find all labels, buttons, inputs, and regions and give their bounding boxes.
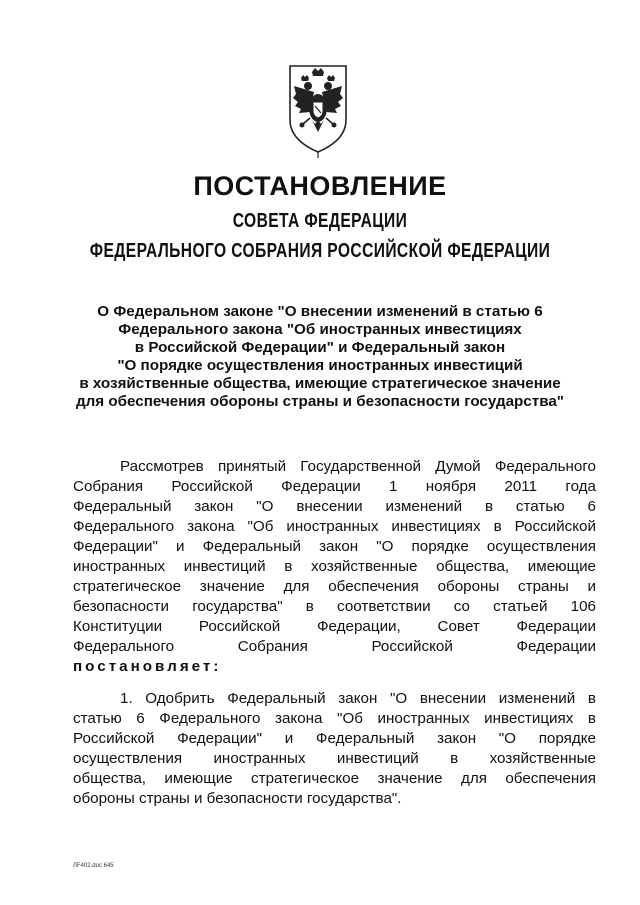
coat-of-arms-icon (268, 58, 368, 158)
issuer-line-2: ФЕДЕРАЛЬНОГО СОБРАНИЯ РОССИЙСКОЙ ФЕДЕРАЦИИ (89, 240, 551, 262)
issuer-line-1: СОВЕТА ФЕДЕРАЦИИ (232, 210, 408, 232)
paragraph-line: Федерального закона "Об иностранных инвестициях в Российской (73, 518, 596, 535)
heading-line: для обеспечения обороны страны и безопасности государства" (76, 393, 564, 410)
paragraph-line: Конституции Российской Федерации, Совет Федерации (73, 618, 596, 635)
paragraph-line: осуществления иностранных инвестиций в хозяйственные (73, 750, 596, 767)
paragraph-line: статью 6 Федерального закона "Об иностранных инвестициях в (73, 710, 596, 727)
preamble-paragraph (73, 457, 596, 677)
heading-line: О Федеральном законе "О внесении изменений в статью 6 (97, 303, 543, 320)
heading-line: в Российской Федерации" и Федеральный закон (134, 339, 506, 356)
paragraph-line: Собрания Российской Федерации 1 ноября 2011 года (73, 478, 596, 495)
paragraph-line: Российской Федерации" и Федеральный закон "О порядке (73, 730, 596, 747)
document-title: ПОСТАНОВЛЕНИЕ (193, 171, 447, 201)
paragraph-line: стратегическое значение для обеспечения обороны страны и (73, 578, 596, 595)
paragraph-line: Федеральный закон "О внесении изменений в статью 6 (73, 498, 596, 515)
paragraph-line: обороны страны и безопасности государства". (73, 790, 402, 807)
paragraph-line: 1. Одобрить Федеральный закон "О внесении изменений в (120, 690, 596, 707)
paragraph-line: безопасности государства" в соответствии со статьей 106 (73, 598, 596, 615)
heading-line: в хозяйственные общества, имеющие стратегическое значение (79, 375, 561, 392)
heading-line: Федерального закона "Об иностранных инвестициях (118, 321, 522, 338)
resolution-heading (60, 303, 580, 411)
paragraph-line: общества, имеющие стратегическое значение для обеспечения (73, 770, 596, 787)
clause-1-paragraph (73, 689, 596, 809)
heading-line: "О порядке осуществления иностранных инвестиций (117, 357, 523, 374)
paragraph-line: Федерации" и Федеральный закон "О порядке осуществления (73, 538, 596, 555)
paragraph-line: Федерального Собрания Российской Федерации (73, 638, 596, 655)
resolves-keyword: постановляет: (73, 658, 222, 675)
paragraph-line: Рассмотрев принятый Государственной Думой Федерального (120, 458, 596, 475)
footer-code: ЛF402.doc 645 (73, 863, 114, 869)
paragraph-line: иностранных инвестиций в хозяйственные общества, имеющие (73, 558, 596, 575)
